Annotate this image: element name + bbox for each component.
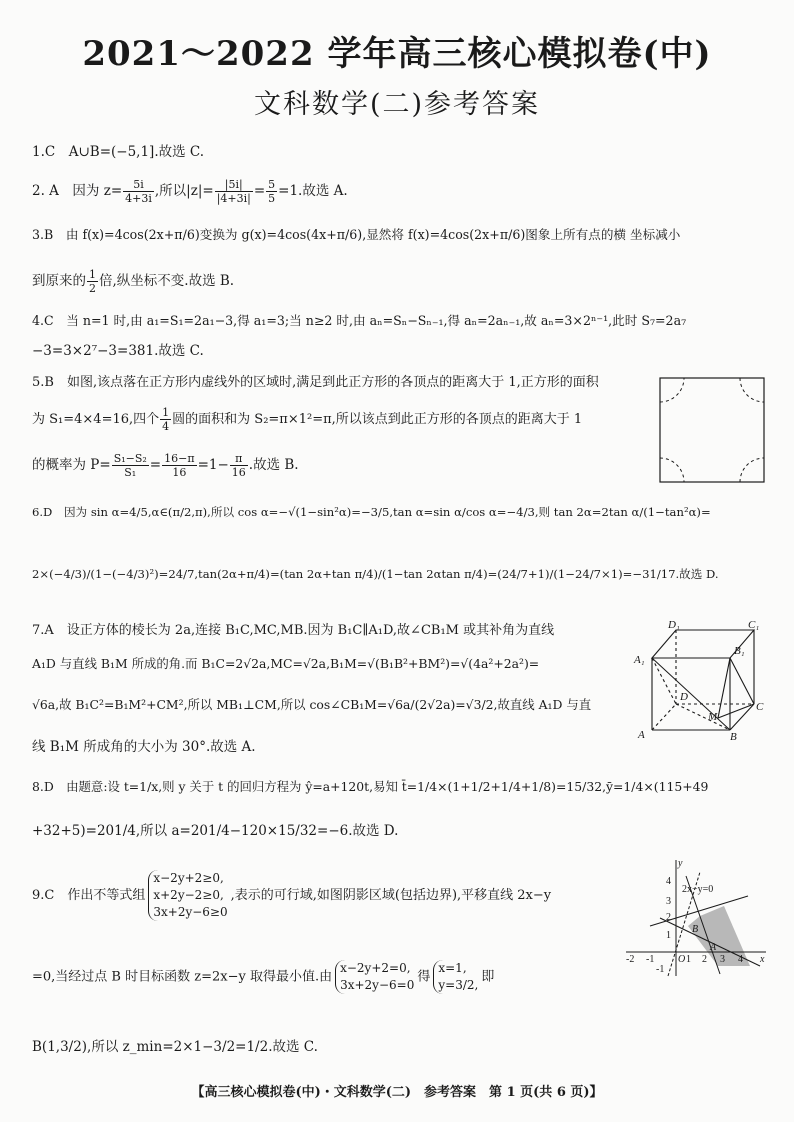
answer-q4-line2: −3=3×2⁷−3=381.故选 C. bbox=[32, 343, 204, 359]
x-tick-neg1: -1 bbox=[646, 954, 655, 965]
q5-square-figure bbox=[658, 376, 768, 486]
answer-q5-line3: 的概率为 P= $\frac{\text{S₁−S₂}}{\text{S₁}}$ = $\frac{16-\pi}{16}$ =1− $\frac{\pi}{16}$ .故选 B. bbox=[32, 452, 299, 479]
answer-q8-line1: 8.D 由题意:设 t=1/x,则 y 关于 t 的回归方程为 ŷ=a+120t,易知 t̄=1/4×(1+1/2+1/4+1/8)=15/32,ȳ=1/4×(115+49 bbox=[32, 779, 709, 794]
q9-system-2: x−2y+2=0, 3x+2y−6=0 bbox=[335, 960, 414, 994]
x-tick-neg2: -2 bbox=[626, 954, 635, 965]
x-tick-4: 4 bbox=[738, 954, 743, 965]
q2-text-a: 2. A 因为 z= bbox=[32, 183, 123, 199]
q7-cube-figure bbox=[630, 618, 770, 743]
answer-q7-line1: 7.A 设正方体的棱长为 2a,连接 B₁C,MC,MB.因为 B₁C∥A₁D,故∠CB₁M 或其补角为直线 bbox=[32, 623, 555, 638]
edge-bc bbox=[730, 704, 754, 730]
q2-fraction-2: $\frac{|5i|}{|4+3i|}$ bbox=[216, 178, 251, 205]
label-b: B bbox=[730, 731, 737, 743]
answer-q3-line1: 3.B 由 f(x)=4cos(2x+π/6)变换为 g(x)=4cos(4x+π/6),显然将 f(x)=4cos(2x+π/6)图象上所有点的横 坐标减小 bbox=[32, 227, 681, 242]
point-b-label: B bbox=[692, 924, 699, 935]
label-a: A bbox=[638, 729, 645, 741]
x-tick-2: 2 bbox=[702, 954, 707, 965]
diag-a1b bbox=[652, 658, 730, 730]
answer-q5-line2: 为 S₁=4×4=16,四个 $\frac{1}{4}$ 圆的面积和为 S₂=π×1²=π,所以该点到此正方形的各顶点的距离大于 1 bbox=[32, 406, 583, 433]
label-b1: B₁ bbox=[734, 645, 745, 657]
answer-q8-line2: +32+5)=201/4,所以 a=201/4−120×15/32=−6.故选 D. bbox=[32, 823, 399, 839]
y-tick-4: 4 bbox=[666, 876, 671, 887]
answer-q5-line1: 5.B 如图,该点落在正方形内虚线外的区域时,满足到此正方形的各顶点的距离大于 1,正方形的面积 bbox=[32, 375, 599, 390]
quarter-circle-tr bbox=[740, 378, 764, 402]
page-title: 2021～2022 学年高三核心模拟卷(中) bbox=[82, 34, 712, 74]
square-outline bbox=[660, 378, 764, 482]
y-tick-3: 3 bbox=[666, 896, 671, 907]
segment-b1c bbox=[730, 658, 754, 704]
page-subtitle: 文科数学(二)参考答案 bbox=[253, 89, 541, 120]
answer-q6-line1: 6.D 因为 sin α=4/5,α∈(π/2,π),所以 cos α=−√(1−sin²α)=−3/5,tan α=sin α/cos α=−4/3,则 tan 2α=2tan α/(1−tan²α)= bbox=[32, 505, 711, 519]
edge-ad-hidden bbox=[652, 704, 676, 730]
answer-q3-line2: 到原来的 $\frac{1}{2}$ 倍,纵坐标不变.故选 B. bbox=[32, 268, 235, 295]
y-tick-2: 2 bbox=[666, 912, 671, 923]
point-a-label: A bbox=[710, 942, 717, 953]
segment-a1d-hidden bbox=[652, 658, 676, 704]
answer-q1: 1.C A∪B=(−5,1].故选 C. bbox=[32, 144, 205, 160]
q9-region-graph bbox=[620, 856, 770, 981]
quarter-circle-br bbox=[740, 458, 764, 482]
q9-system-3: x=1, y=3/2, bbox=[433, 960, 478, 994]
answer-q7-line4: 线 B₁M 所成角的大小为 30°.故选 A. bbox=[32, 739, 256, 755]
q2-fraction-3: $\frac{5}{5}$ bbox=[268, 178, 276, 205]
quarter-circle-tl bbox=[660, 378, 684, 402]
answer-q9-line1: 9.C 作出不等式组 x−2y+2≥0, x+2y−2≥0, 3x+2y−6≥0 ,表示的可行域,如图阴影区域(包括边界),平移直线 2x−y bbox=[32, 871, 552, 919]
x-tick-1: 1 bbox=[686, 954, 691, 965]
q2-text-c: = bbox=[253, 183, 266, 199]
label-d1: D₁ bbox=[668, 619, 680, 631]
label-a1: A₁ bbox=[634, 654, 645, 666]
q2-text-b: ,所以|z|= bbox=[154, 183, 214, 199]
answer-q2 bbox=[32, 178, 348, 205]
label-c: C bbox=[756, 701, 764, 713]
label-d: D bbox=[680, 691, 688, 703]
x-tick-3: 3 bbox=[720, 954, 725, 965]
origin-label: O bbox=[678, 954, 686, 965]
y-axis-label: y bbox=[678, 858, 683, 869]
q9-system-1: x−2y+2≥0, x+2y−2≥0, 3x+2y−6≥0 bbox=[148, 870, 227, 921]
y-tick-1: 1 bbox=[666, 930, 671, 941]
y-tick-neg1: -1 bbox=[656, 964, 665, 975]
quarter-circle-bl bbox=[660, 458, 684, 482]
line-label-2x-y: 2x−y=0 bbox=[682, 884, 714, 895]
page-footer: 【高三核心模拟卷(中)・文科数学(二) 参考答案 第 1 页(共 6 页)】 bbox=[191, 1085, 603, 1100]
q2-text-d: =1.故选 A. bbox=[278, 183, 348, 199]
label-m: M bbox=[708, 711, 718, 723]
label-c1: C₁ bbox=[748, 619, 760, 631]
answer-q7-line3: √6a,故 B₁C²=B₁M²+CM²,所以 MB₁⊥CM,所以 cos∠CB₁M=√6a/(2√2a)=√3/2,故直线 A₁D 与直 bbox=[32, 697, 592, 712]
segment-mc bbox=[718, 704, 754, 718]
answer-q7-line2: A₁D 与直线 B₁M 所成的角.而 B₁C=2√2a,MC=√2a,B₁M=√(B₁B²+BM²)=√(4a²+2a²)= bbox=[32, 656, 540, 671]
q2-fraction-1: $\frac{5i}{4+3i}$ bbox=[125, 178, 152, 205]
answer-q6-line2: 2×(−4/3)/(1−(−4/3)²)=24/7,tan(2α+π/4)=(tan 2α+tan π/4)/(1−tan 2αtan π/4)=(24/7+1)/(1−24/7×1)=−31/17.故选 D. bbox=[32, 567, 719, 581]
answer-q4-line1: 4.C 当 n=1 时,由 a₁=S₁=2a₁−3,得 a₁=3;当 n≥2 时,由 aₙ=Sₙ−Sₙ₋₁,得 aₙ=2aₙ₋₁,故 aₙ=3×2ⁿ⁻¹,此时 S₇=2a₇ bbox=[32, 313, 687, 328]
segment-b1m bbox=[718, 658, 730, 718]
answer-q9-line2: =0,当经过点 B 时目标函数 z=2x−y 取得最小值.由 x−2y+2=0, 3x+2y−6=0 得 x=1, y=3/2, 即 bbox=[32, 961, 495, 992]
x-axis-label: x bbox=[760, 954, 765, 965]
answer-q9-line3: B(1,3/2),所以 z_min=2×1−3/2=1/2.故选 C. bbox=[32, 1039, 318, 1055]
